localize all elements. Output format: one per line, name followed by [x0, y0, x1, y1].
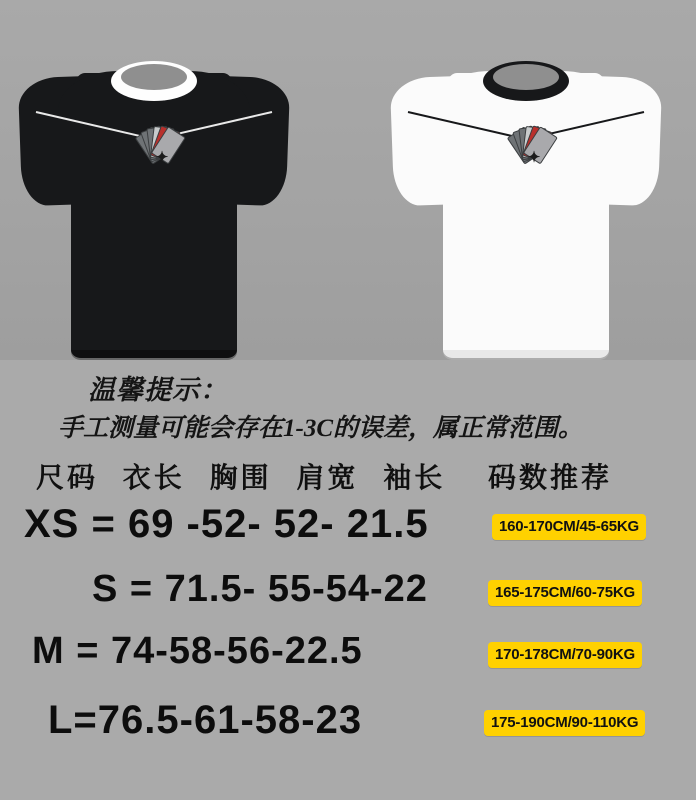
header-recommend: 码数推荐	[487, 462, 612, 493]
size-s-measurements: S = 71.5- 55-54-22	[92, 568, 428, 610]
shirt-hem	[443, 350, 609, 360]
size-s-recommend-badge: 165-175CM/60-75KG	[488, 580, 642, 606]
size-m-measurements: M = 74-58-56-22.5	[32, 630, 363, 672]
size-l-recommend-badge: 175-190CM/90-110KG	[484, 710, 645, 736]
size-l-measurements: L=76.5-61-58-23	[48, 698, 363, 742]
size-xs-measurements: XS = 69 -52- 52- 21.5	[24, 502, 429, 546]
notice-title: 温馨提示：	[88, 375, 228, 405]
size-info-block	[0, 360, 696, 800]
header-sleeve: 袖长	[383, 462, 446, 493]
table-row	[0, 694, 696, 756]
collar-opening	[121, 64, 187, 90]
size-xs-recommend-badge: 160-170CM/45-65KG	[492, 514, 646, 540]
white-tshirt	[390, 55, 662, 360]
header-size: 尺码	[36, 462, 99, 493]
black-tshirt	[18, 55, 290, 360]
table-row	[0, 500, 696, 562]
notice-text: 手工测量可能会存在1-3C的误差，属正常范围。	[58, 415, 584, 442]
playing-card-fan-icon: ✦	[136, 121, 198, 175]
size-m-recommend-badge: 170-178CM/70-90KG	[488, 642, 642, 668]
collar-opening	[493, 64, 559, 90]
header-chest: 胸围	[209, 462, 272, 493]
playing-card-fan-icon: ✦	[508, 121, 570, 175]
shirt-hem	[71, 350, 237, 360]
table-row	[0, 564, 696, 626]
header-length: 衣长	[122, 462, 185, 493]
header-shoulder: 肩宽	[296, 462, 359, 493]
product-photo	[0, 0, 696, 360]
size-table-header	[36, 456, 666, 496]
table-row	[0, 626, 696, 688]
